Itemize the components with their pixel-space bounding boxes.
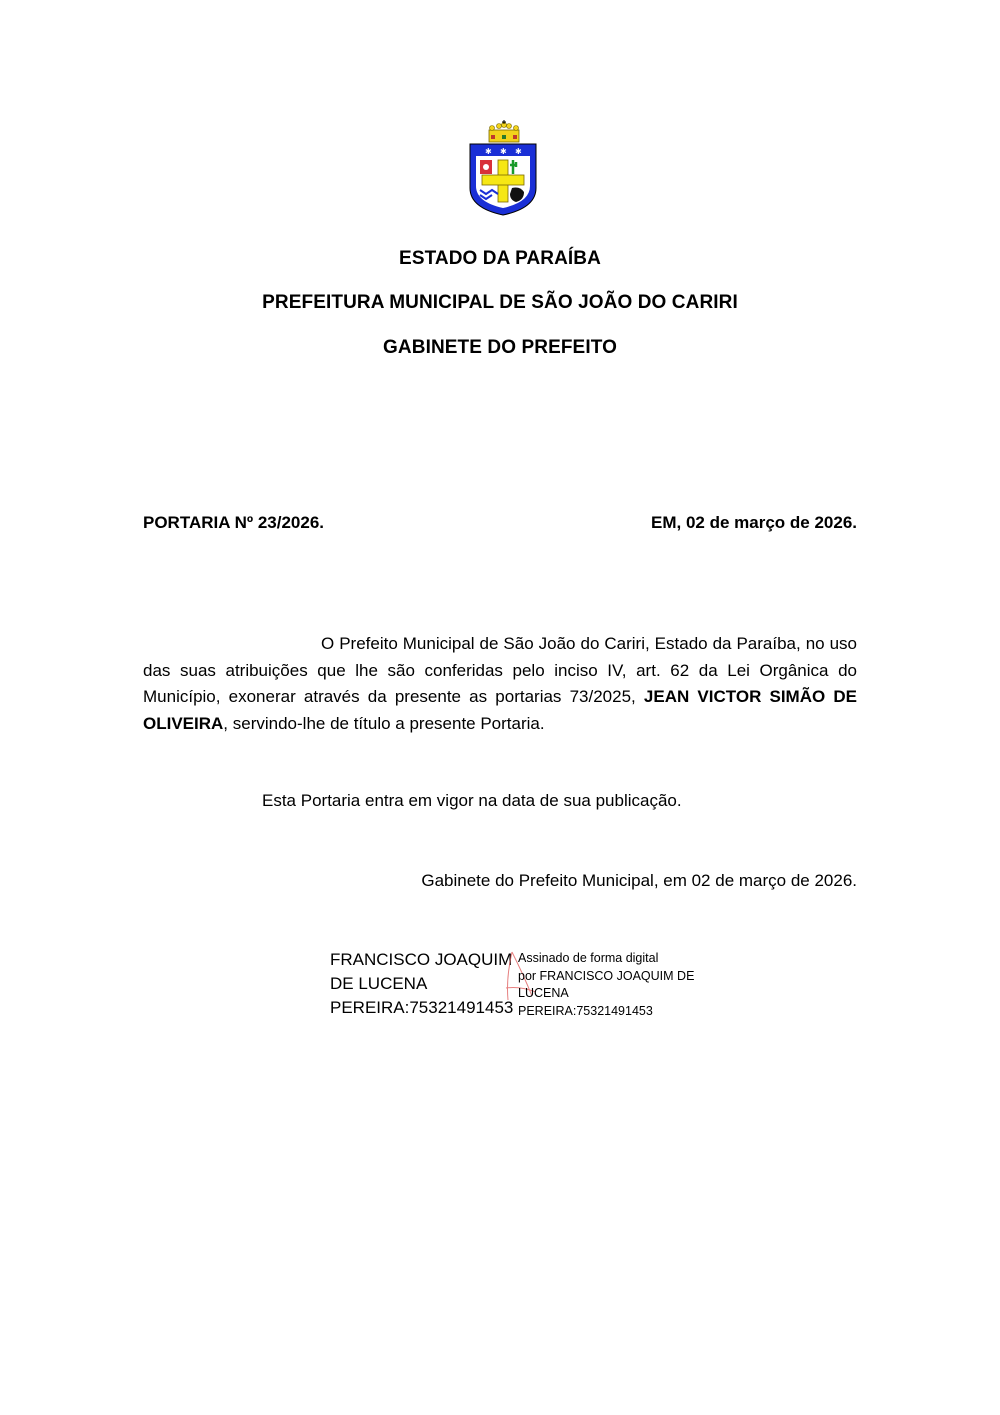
signer-name-line-1: FRANCISCO JOAQUIM xyxy=(330,950,513,969)
body-text-before-name: O Prefeito Municipal de São João do Cariri, Estado da Paraíba, no uso das suas atribuições que lhe são conferidas pelo inciso IV, art. 62 da Lei Orgânica do Município, exonerar através da presente as portarias 73/2025, xyxy=(143,634,857,706)
signature-info-line-2: por FRANCISCO JOAQUIM DE xyxy=(518,968,695,983)
signer-name-line-3: PEREIRA:75321491453 xyxy=(330,998,514,1017)
signer-name-line-2: DE LUCENA xyxy=(330,974,428,993)
digital-signature xyxy=(330,948,730,1028)
office-heading: GABINETE DO PREFEITO xyxy=(383,337,617,358)
coat-of-arms-icon xyxy=(458,120,544,220)
appointee-name: JEAN VICTOR SIMÃO DE OLIVEIRA xyxy=(143,687,857,733)
body-text-after-name: , servindo-lhe de título a presente Portaria. xyxy=(223,713,545,733)
ordinance-date: EM, 02 de março de 2026. xyxy=(651,513,857,532)
municipality-heading: PREFEITURA MUNICIPAL DE SÃO JOÃO DO CARIRI xyxy=(262,292,738,313)
signer-name xyxy=(330,948,513,1020)
state-heading: ESTADO DA PARAÍBA xyxy=(399,248,601,269)
ordinance-body xyxy=(143,631,857,737)
effective-clause: Esta Portaria entra em vigor na data de sua publicação. xyxy=(262,791,682,810)
signature-info-line-3: LUCENA xyxy=(518,986,569,1000)
ordinance-number: PORTARIA Nº 23/2026. xyxy=(143,513,324,532)
svg-text:✱: ✱ xyxy=(515,147,522,156)
signature-info-line-1: Assinado de forma digital xyxy=(518,951,659,965)
closing-line: Gabinete do Prefeito Municipal, em 02 de março de 2026. xyxy=(421,871,857,890)
svg-text:✱: ✱ xyxy=(485,147,492,156)
signature-info-line-4: PEREIRA:75321491453 xyxy=(518,1003,653,1018)
signature-info xyxy=(518,950,694,1020)
svg-text:✱: ✱ xyxy=(500,147,507,156)
